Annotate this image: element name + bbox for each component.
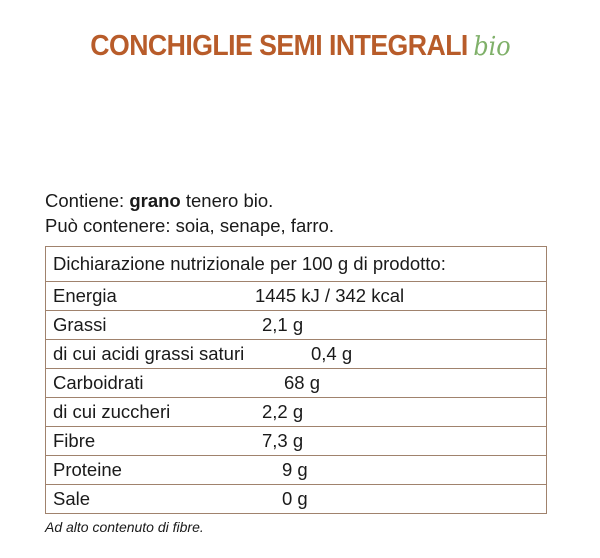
row-value: 2,2 g — [262, 401, 304, 422]
row-value: 9 g — [282, 459, 308, 480]
row-label: Fibre — [53, 430, 96, 451]
table-row — [46, 369, 547, 398]
row-label: di cui acidi grassi saturi — [53, 343, 245, 364]
table-row — [46, 340, 547, 369]
contains-line: Contiene: grano tenero bio. — [45, 190, 274, 211]
nutrition-table — [45, 246, 547, 514]
row-value: 1445 kJ / 342 kcal — [255, 285, 405, 306]
may-contain-line: Può contenere: soia, senape, farro. — [45, 215, 334, 236]
table-row — [46, 456, 547, 485]
table-row — [46, 485, 547, 514]
row-value: 2,1 g — [262, 314, 304, 335]
product-name: CONCHIGLIE SEMI INTEGRALI bio — [89, 30, 511, 62]
row-label: Sale — [53, 488, 91, 509]
row-label: di cui zuccheri — [53, 401, 171, 422]
table-row — [46, 311, 547, 340]
row-value: 7,3 g — [262, 430, 304, 451]
table-row — [46, 398, 547, 427]
table-header: Dichiarazione nutrizionale per 100 g di prodotto: — [46, 247, 547, 282]
product-title — [0, 30, 600, 63]
row-value: 68 g — [284, 372, 321, 393]
table-row — [46, 282, 547, 311]
bio-label: bio — [472, 32, 511, 62]
row-label: Proteine — [53, 459, 122, 480]
row-label: Energia — [53, 285, 117, 306]
row-value: 0,4 g — [311, 343, 353, 364]
allergen-highlight: grano — [129, 190, 181, 211]
table-header-row — [46, 247, 547, 282]
fiber-claim: Ad alto contenuto di fibre. — [45, 519, 204, 535]
allergen-info — [45, 188, 334, 238]
row-label: Grassi — [53, 314, 107, 335]
table-row — [46, 427, 547, 456]
row-value: 0 g — [282, 488, 308, 509]
row-label: Carboidrati — [53, 372, 144, 393]
